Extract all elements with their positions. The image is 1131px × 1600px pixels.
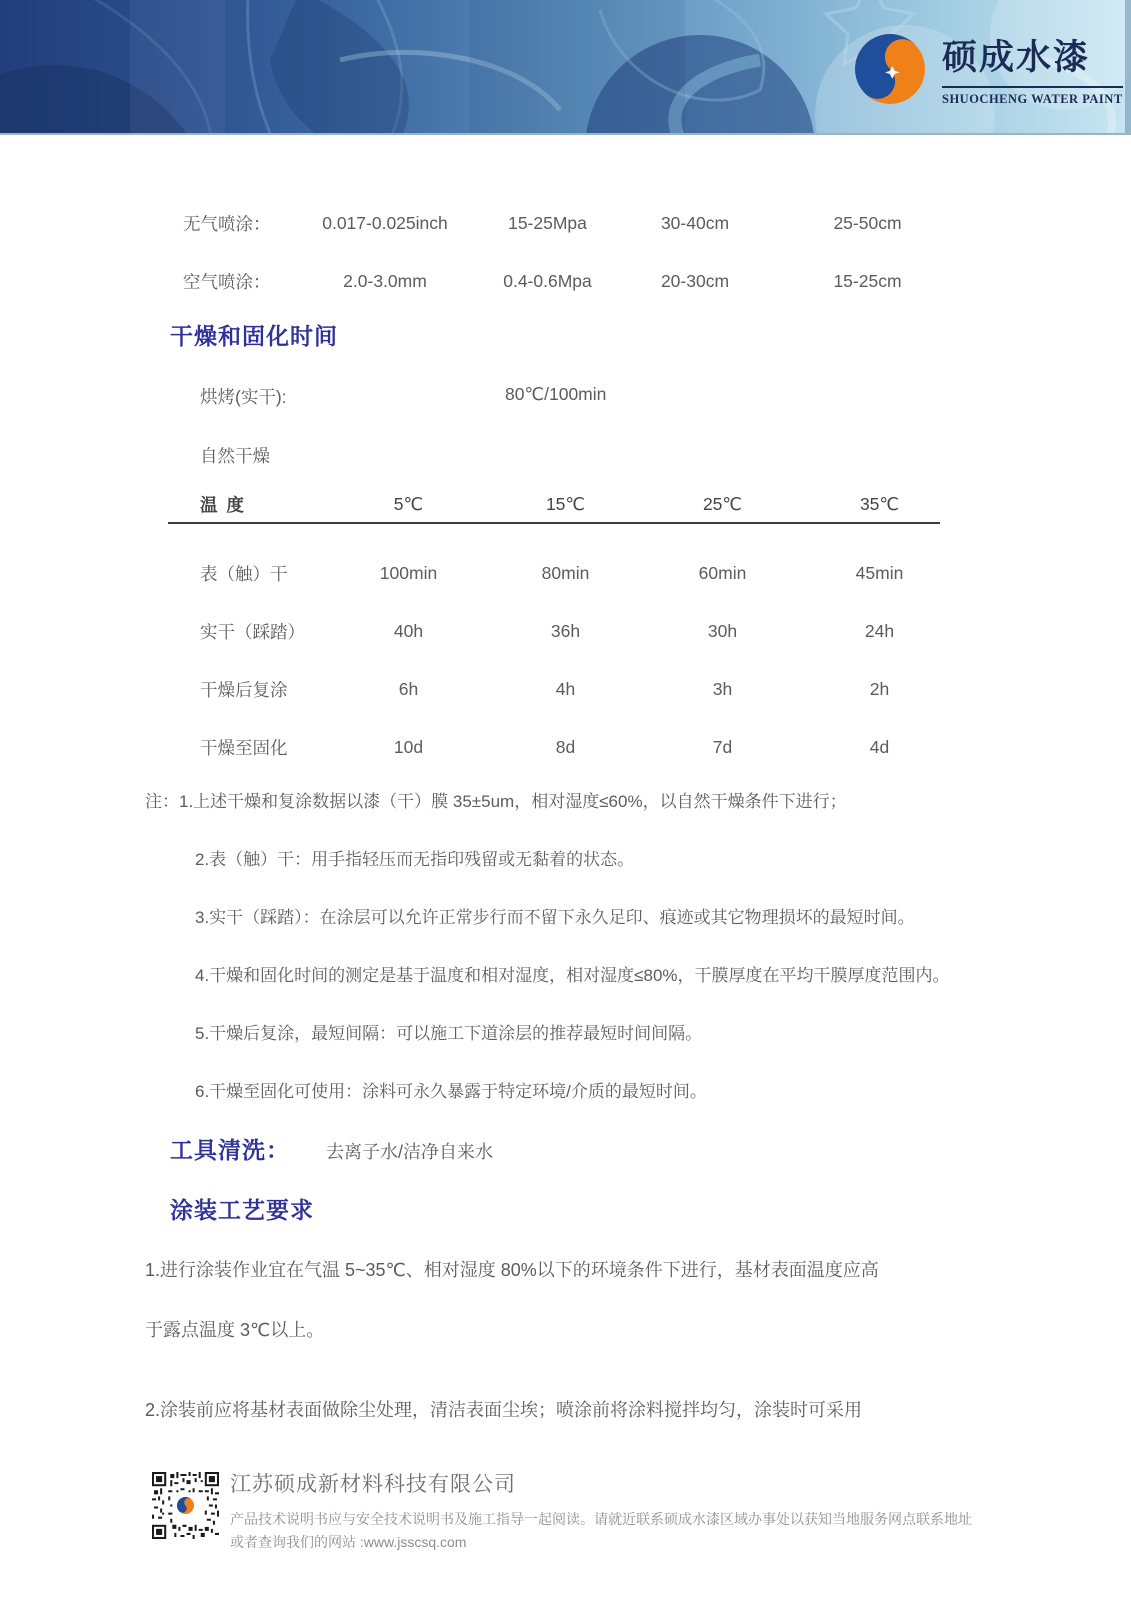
baking-row	[200, 384, 607, 409]
table-body	[145, 544, 958, 776]
brand-logo	[852, 30, 1123, 107]
cell-value: 24h	[864, 620, 895, 641]
pressure-value: 0.4-0.6Mpa	[503, 270, 592, 291]
note-1: 注：1.上述干燥和复涂数据以漆（干）膜 35±5um，相对湿度≤60%，以自然干燥条件下进行；	[145, 792, 847, 811]
note-5: 5.干燥后复涂，最短间隔：可以施工下道涂层的推荐最短时间间隔。	[195, 1024, 703, 1043]
cell-value: 2h	[869, 678, 890, 699]
note-2: 2.表（触）干：用手指轻压而无指印残留或无黏着的状态。	[195, 850, 635, 869]
range-value: 25-50cm	[833, 212, 902, 233]
qr-center-logo	[173, 1493, 197, 1517]
section-title-coating-process: 涂装工艺要求	[170, 1197, 314, 1223]
cell-value: 3h	[712, 678, 733, 699]
section-title-tool-cleaning: 工具清洗：	[170, 1137, 290, 1163]
table-row-full-cure	[145, 718, 958, 776]
cell-value: 8d	[555, 736, 576, 757]
note-6: 6.干燥至固化可使用：涂料可永久暴露于特定环境/介质的最短时间。	[195, 1082, 707, 1101]
cell-value: 80min	[541, 562, 590, 583]
header-banner	[0, 0, 1131, 135]
section-title-drying: 干燥和固化时间	[170, 323, 338, 349]
baking-value: 80℃/100min	[505, 384, 607, 404]
cell-value: 4h	[555, 678, 576, 699]
distance-value: 30-40cm	[660, 212, 730, 233]
drying-time-table	[145, 488, 958, 776]
cell-value: 6h	[398, 678, 419, 699]
row-label: 干燥至固化	[200, 737, 288, 758]
brand-name-cn: 硕成水漆	[942, 30, 1123, 88]
footer-note-line-1: 产品技术说明书应与安全技术说明书及施工指导一起阅读。请就近联系硕成水漆区域办事处以获知当地服务网点联系地址	[230, 1511, 972, 1527]
table-header-divider	[168, 522, 940, 524]
row-label: 实干（踩踏）	[200, 621, 305, 642]
cell-value: 4d	[869, 736, 890, 757]
tool-cleaning-row	[170, 1132, 493, 1165]
nozzle-size-value: 0.017-0.025inch	[322, 212, 448, 233]
distance-value: 20-30cm	[660, 270, 730, 291]
row-label: 干燥后复涂	[200, 679, 288, 700]
qr-code	[152, 1472, 219, 1539]
temperature-header: 温 度	[200, 494, 246, 515]
range-value: 15-25cm	[833, 270, 902, 291]
brand-text-block	[942, 30, 1123, 107]
col-header-35c: 35℃	[859, 493, 900, 514]
coating-paragraph-1: 1.进行涂装作业宜在气温 5~35℃、相对湿度 80%以下的环境条件下进行，基材表面温度应高于露点温度 3℃以上。	[145, 1260, 879, 1340]
note-3: 3.实干（踩踏）：在涂层可以允许正常步行而不留下永久足印、痕迹或其它物理损坏的最短时间。	[195, 908, 915, 927]
footer-note-line-2: 或者查询我们的网站 :www.jsscsq.com	[230, 1534, 467, 1550]
row-label: 表（触）干	[200, 563, 288, 584]
pressure-value: 15-25Mpa	[508, 212, 587, 233]
natural-drying-label: 自然干燥	[200, 446, 270, 466]
brand-logo-icon	[852, 31, 928, 107]
col-header-25c: 25℃	[702, 493, 743, 514]
table-row-air-spray	[145, 252, 980, 310]
nozzle-size-value: 2.0-3.0mm	[343, 270, 427, 291]
table-row-recoat	[145, 660, 958, 718]
table-header-row	[145, 488, 958, 520]
cell-value: 45min	[855, 562, 904, 583]
table-row-hard-dry	[145, 602, 958, 660]
row-label: 无气喷涂：	[183, 213, 271, 234]
cell-value: 60min	[698, 562, 747, 583]
cell-value: 100min	[379, 562, 438, 583]
footer-company-name: 江苏硕成新材料科技有限公司	[230, 1473, 516, 1496]
table-row-airless-spray	[145, 194, 980, 252]
brand-name-en: SHUOCHENG WATER PAINT	[942, 92, 1123, 106]
note-4: 4.干燥和固化时间的测定是基于温度和相对湿度，相对湿度≤80%，干膜厚度在平均干膜厚度范围内。	[195, 966, 950, 985]
baking-label: 烘烤(实干):	[200, 387, 287, 407]
footer-fine-print	[230, 1508, 972, 1554]
spray-params-table	[145, 194, 980, 310]
cell-value: 40h	[393, 620, 424, 641]
notes-list	[145, 791, 1010, 1139]
table-row-touch-dry	[145, 544, 958, 602]
cell-value: 7d	[712, 736, 733, 757]
cell-value: 30h	[707, 620, 738, 641]
cell-value: 36h	[550, 620, 581, 641]
col-header-5c: 5℃	[393, 493, 424, 514]
coating-paragraph-2: 2.涂装前应将基材表面做除尘处理，清洁表面尘埃；喷涂前将涂料搅拌均匀，涂装时可采用	[145, 1400, 863, 1420]
cell-value: 10d	[393, 736, 424, 757]
col-header-15c: 15℃	[545, 493, 586, 514]
row-label: 空气喷涂：	[183, 271, 271, 292]
tool-cleaning-value: 去离子水/洁净自来水	[326, 1142, 494, 1162]
